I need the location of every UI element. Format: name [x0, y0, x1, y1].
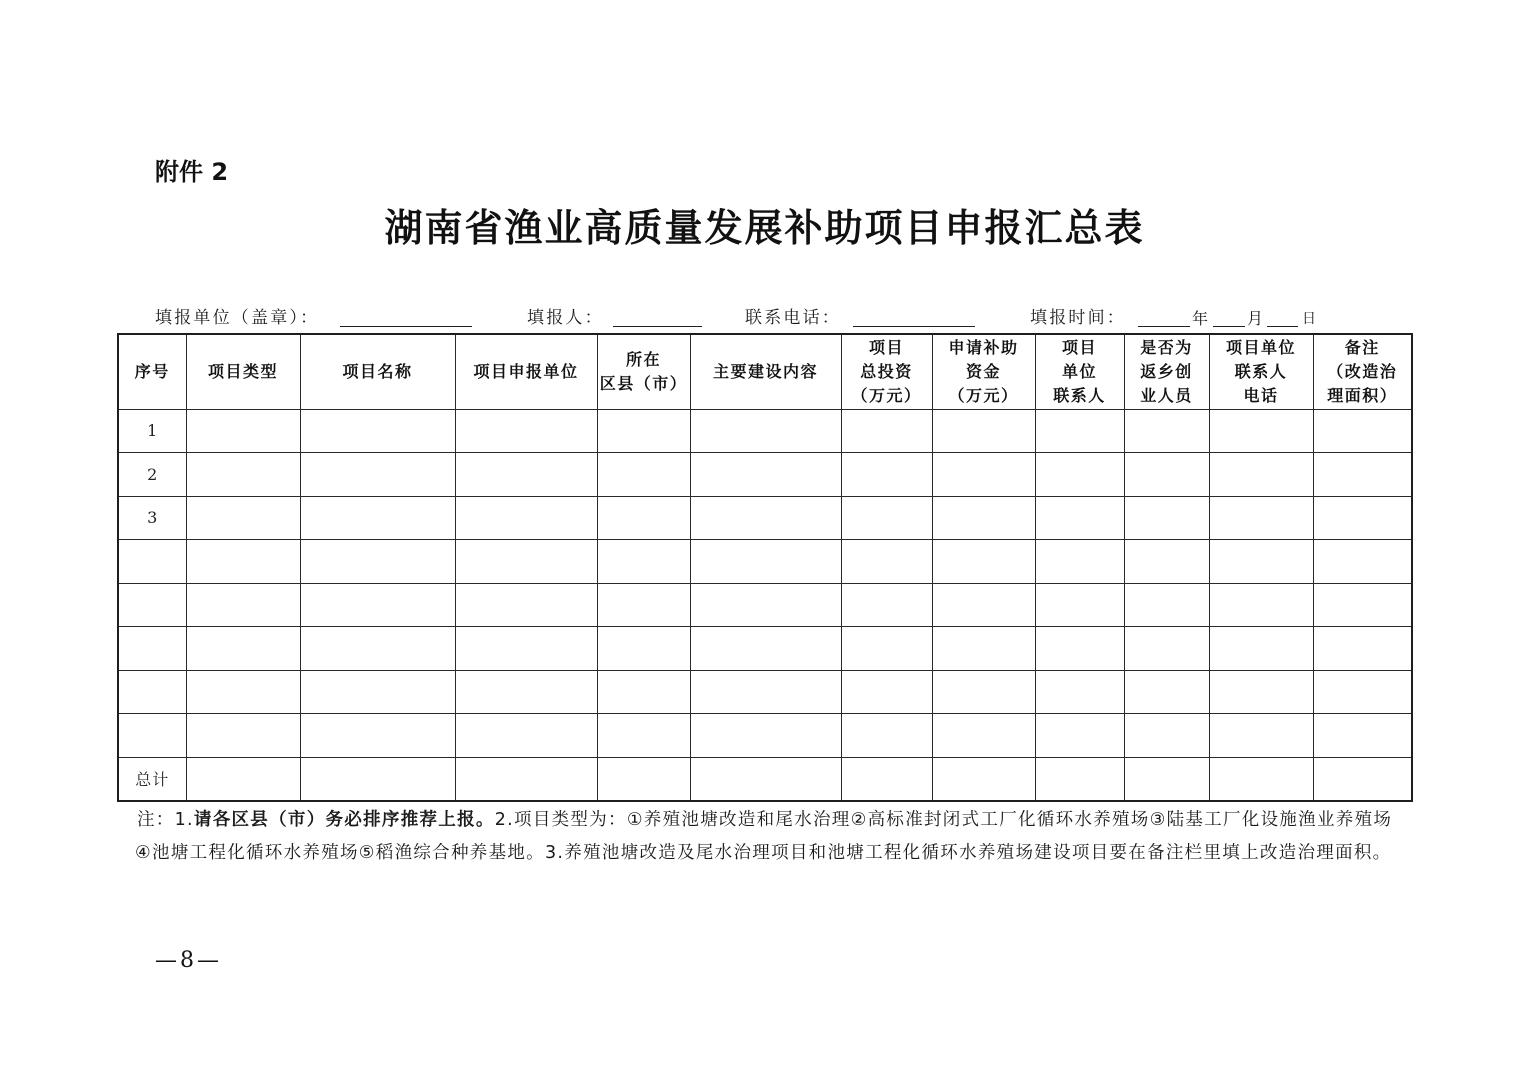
table-cell [1035, 453, 1124, 497]
table-cell [1209, 670, 1313, 714]
table-cell [1313, 453, 1412, 497]
row-number [118, 627, 186, 671]
table-cell [690, 409, 841, 453]
header-seq: 序号 [118, 334, 186, 409]
table-cell [932, 714, 1035, 758]
table-cell [841, 583, 932, 627]
table-row [118, 409, 1412, 453]
table-body [118, 409, 1412, 801]
unit-label: 填报单位（盖章）： [155, 308, 320, 328]
month-label: 月 [1247, 309, 1264, 328]
table-cell [455, 583, 597, 627]
header-applicant-unit: 项目申报单位 [455, 334, 597, 409]
table-cell [690, 757, 841, 801]
unit-blank [340, 326, 472, 327]
table-cell [1313, 757, 1412, 801]
table-cell [1035, 583, 1124, 627]
table-cell [932, 757, 1035, 801]
table-cell [1313, 627, 1412, 671]
table-cell [1035, 496, 1124, 540]
row-number [118, 714, 186, 758]
table-cell [841, 453, 932, 497]
table-cell [1209, 714, 1313, 758]
header-remarks: 备注 （改造治 理面积） [1313, 334, 1412, 409]
table-cell [1209, 757, 1313, 801]
table-cell [300, 627, 455, 671]
table-cell [841, 540, 932, 584]
date-label: 填报时间： [1030, 308, 1126, 328]
table-cell [841, 496, 932, 540]
row-number: 2 [118, 453, 186, 497]
phone-label: 联系电话： [745, 308, 841, 328]
total-row [118, 757, 1412, 801]
day-blank [1267, 326, 1298, 327]
day-label: 日 [1302, 311, 1316, 327]
table-cell [300, 540, 455, 584]
header-district: 所在 区县（市） [597, 334, 690, 409]
table-cell [1124, 496, 1209, 540]
reporter-blank [613, 326, 702, 327]
table-cell [1035, 409, 1124, 453]
table-cell [1124, 670, 1209, 714]
table-cell [1313, 496, 1412, 540]
table-cell [300, 670, 455, 714]
table-cell [1124, 409, 1209, 453]
table-cell [1209, 453, 1313, 497]
table-cell [1313, 409, 1412, 453]
month-blank [1213, 326, 1245, 327]
table-cell [1035, 714, 1124, 758]
table-cell [1035, 540, 1124, 584]
table-cell [186, 757, 300, 801]
header-subsidy-requested: 申请补助 资金 （万元） [932, 334, 1035, 409]
table-cell [300, 714, 455, 758]
table-cell [455, 540, 597, 584]
table-row [118, 496, 1412, 540]
summary-table [117, 333, 1413, 802]
table-cell [455, 409, 597, 453]
table-cell [455, 757, 597, 801]
table-cell [186, 670, 300, 714]
table-cell [1209, 540, 1313, 584]
table-cell [597, 670, 690, 714]
table-cell [690, 627, 841, 671]
note-prefix: 注：1. [137, 810, 194, 830]
table-cell [932, 583, 1035, 627]
reporter-label: 填报人： [527, 308, 604, 328]
table-row [118, 453, 1412, 497]
table-cell [841, 627, 932, 671]
note-emphasis: 请各区县（市）务必排序推荐上报。 [193, 810, 495, 830]
table-cell [597, 757, 690, 801]
table-cell [1124, 757, 1209, 801]
table-cell [932, 627, 1035, 671]
table-cell [932, 540, 1035, 584]
table-cell [300, 453, 455, 497]
table-row [118, 714, 1412, 758]
table-cell [1313, 583, 1412, 627]
table-cell [1209, 583, 1313, 627]
table-cell [690, 714, 841, 758]
table-cell [300, 757, 455, 801]
attachment-label: 附件 2 [155, 158, 229, 186]
row-number [118, 670, 186, 714]
table-row [118, 670, 1412, 714]
header-total-investment: 项目 总投资 （万元） [841, 334, 932, 409]
page-number: —8— [155, 948, 222, 973]
table-cell [690, 670, 841, 714]
table-cell [1313, 714, 1412, 758]
table-cell [186, 540, 300, 584]
table-cell [455, 496, 597, 540]
table-cell [841, 670, 932, 714]
header-returnee: 是否为 返乡创 业人员 [1124, 334, 1209, 409]
table-cell [1313, 540, 1412, 584]
table-cell [300, 496, 455, 540]
table-cell [932, 453, 1035, 497]
table-cell [1209, 496, 1313, 540]
table-cell [186, 714, 300, 758]
table-row [118, 627, 1412, 671]
table-cell [1124, 627, 1209, 671]
table-cell [186, 409, 300, 453]
table-cell [690, 496, 841, 540]
table-row [118, 583, 1412, 627]
table-cell [455, 670, 597, 714]
table-cell [597, 453, 690, 497]
table-cell [932, 409, 1035, 453]
table-cell [186, 496, 300, 540]
table-cell [841, 409, 932, 453]
phone-blank [853, 326, 975, 327]
table-cell [1035, 627, 1124, 671]
table-cell [300, 583, 455, 627]
table-cell [186, 627, 300, 671]
table-cell [1209, 627, 1313, 671]
table-cell [597, 540, 690, 584]
table-cell [455, 627, 597, 671]
note-line-1 [137, 809, 1392, 831]
row-number: 3 [118, 496, 186, 540]
header-project-type: 项目类型 [186, 334, 300, 409]
table-cell [597, 496, 690, 540]
table-cell [597, 627, 690, 671]
table-cell [597, 409, 690, 453]
note-line-2: ④池塘工程化循环水养殖场⑤稻渔综合种养基地。3.养殖池塘改造及尾水治理项目和池塘工程化循环水养殖场建设项目要在备注栏里填上改造治理面积。 [135, 843, 1392, 863]
table-cell [455, 714, 597, 758]
table-cell [300, 409, 455, 453]
row-number: 1 [118, 409, 186, 453]
table-cell [1035, 757, 1124, 801]
header-unit-contact: 项目 单位 联系人 [1035, 334, 1124, 409]
note-project-types: 2.项目类型为：①养殖池塘改造和尾水治理②高标准封闭式工厂化循环水养殖场③陆基工厂化设施渔业养殖场 [494, 810, 1393, 830]
table-cell [1035, 670, 1124, 714]
table-cell [1124, 453, 1209, 497]
row-number [118, 583, 186, 627]
year-label: 年 [1192, 309, 1209, 328]
table-cell [690, 453, 841, 497]
table-cell [186, 453, 300, 497]
year-blank [1138, 326, 1190, 327]
table-cell [1124, 714, 1209, 758]
row-number [118, 540, 186, 584]
table-cell [1124, 583, 1209, 627]
table-cell [1124, 540, 1209, 584]
header-row [118, 334, 1412, 409]
table-cell [186, 583, 300, 627]
table-row [118, 540, 1412, 584]
table-cell [690, 583, 841, 627]
table-cell [455, 453, 597, 497]
table-cell [690, 540, 841, 584]
table-cell [1209, 409, 1313, 453]
table-cell [932, 496, 1035, 540]
table-cell [841, 757, 932, 801]
total-label: 总计 [118, 757, 186, 801]
header-project-name: 项目名称 [300, 334, 455, 409]
table-cell [1313, 670, 1412, 714]
table-cell [597, 583, 690, 627]
table-cell [597, 714, 690, 758]
table-cell [841, 714, 932, 758]
document-title: 湖南省渔业高质量发展补助项目申报汇总表 [384, 205, 1145, 250]
table-cell [932, 670, 1035, 714]
header-main-content: 主要建设内容 [690, 334, 841, 409]
header-contact-phone: 项目单位 联系人 电话 [1209, 334, 1313, 409]
